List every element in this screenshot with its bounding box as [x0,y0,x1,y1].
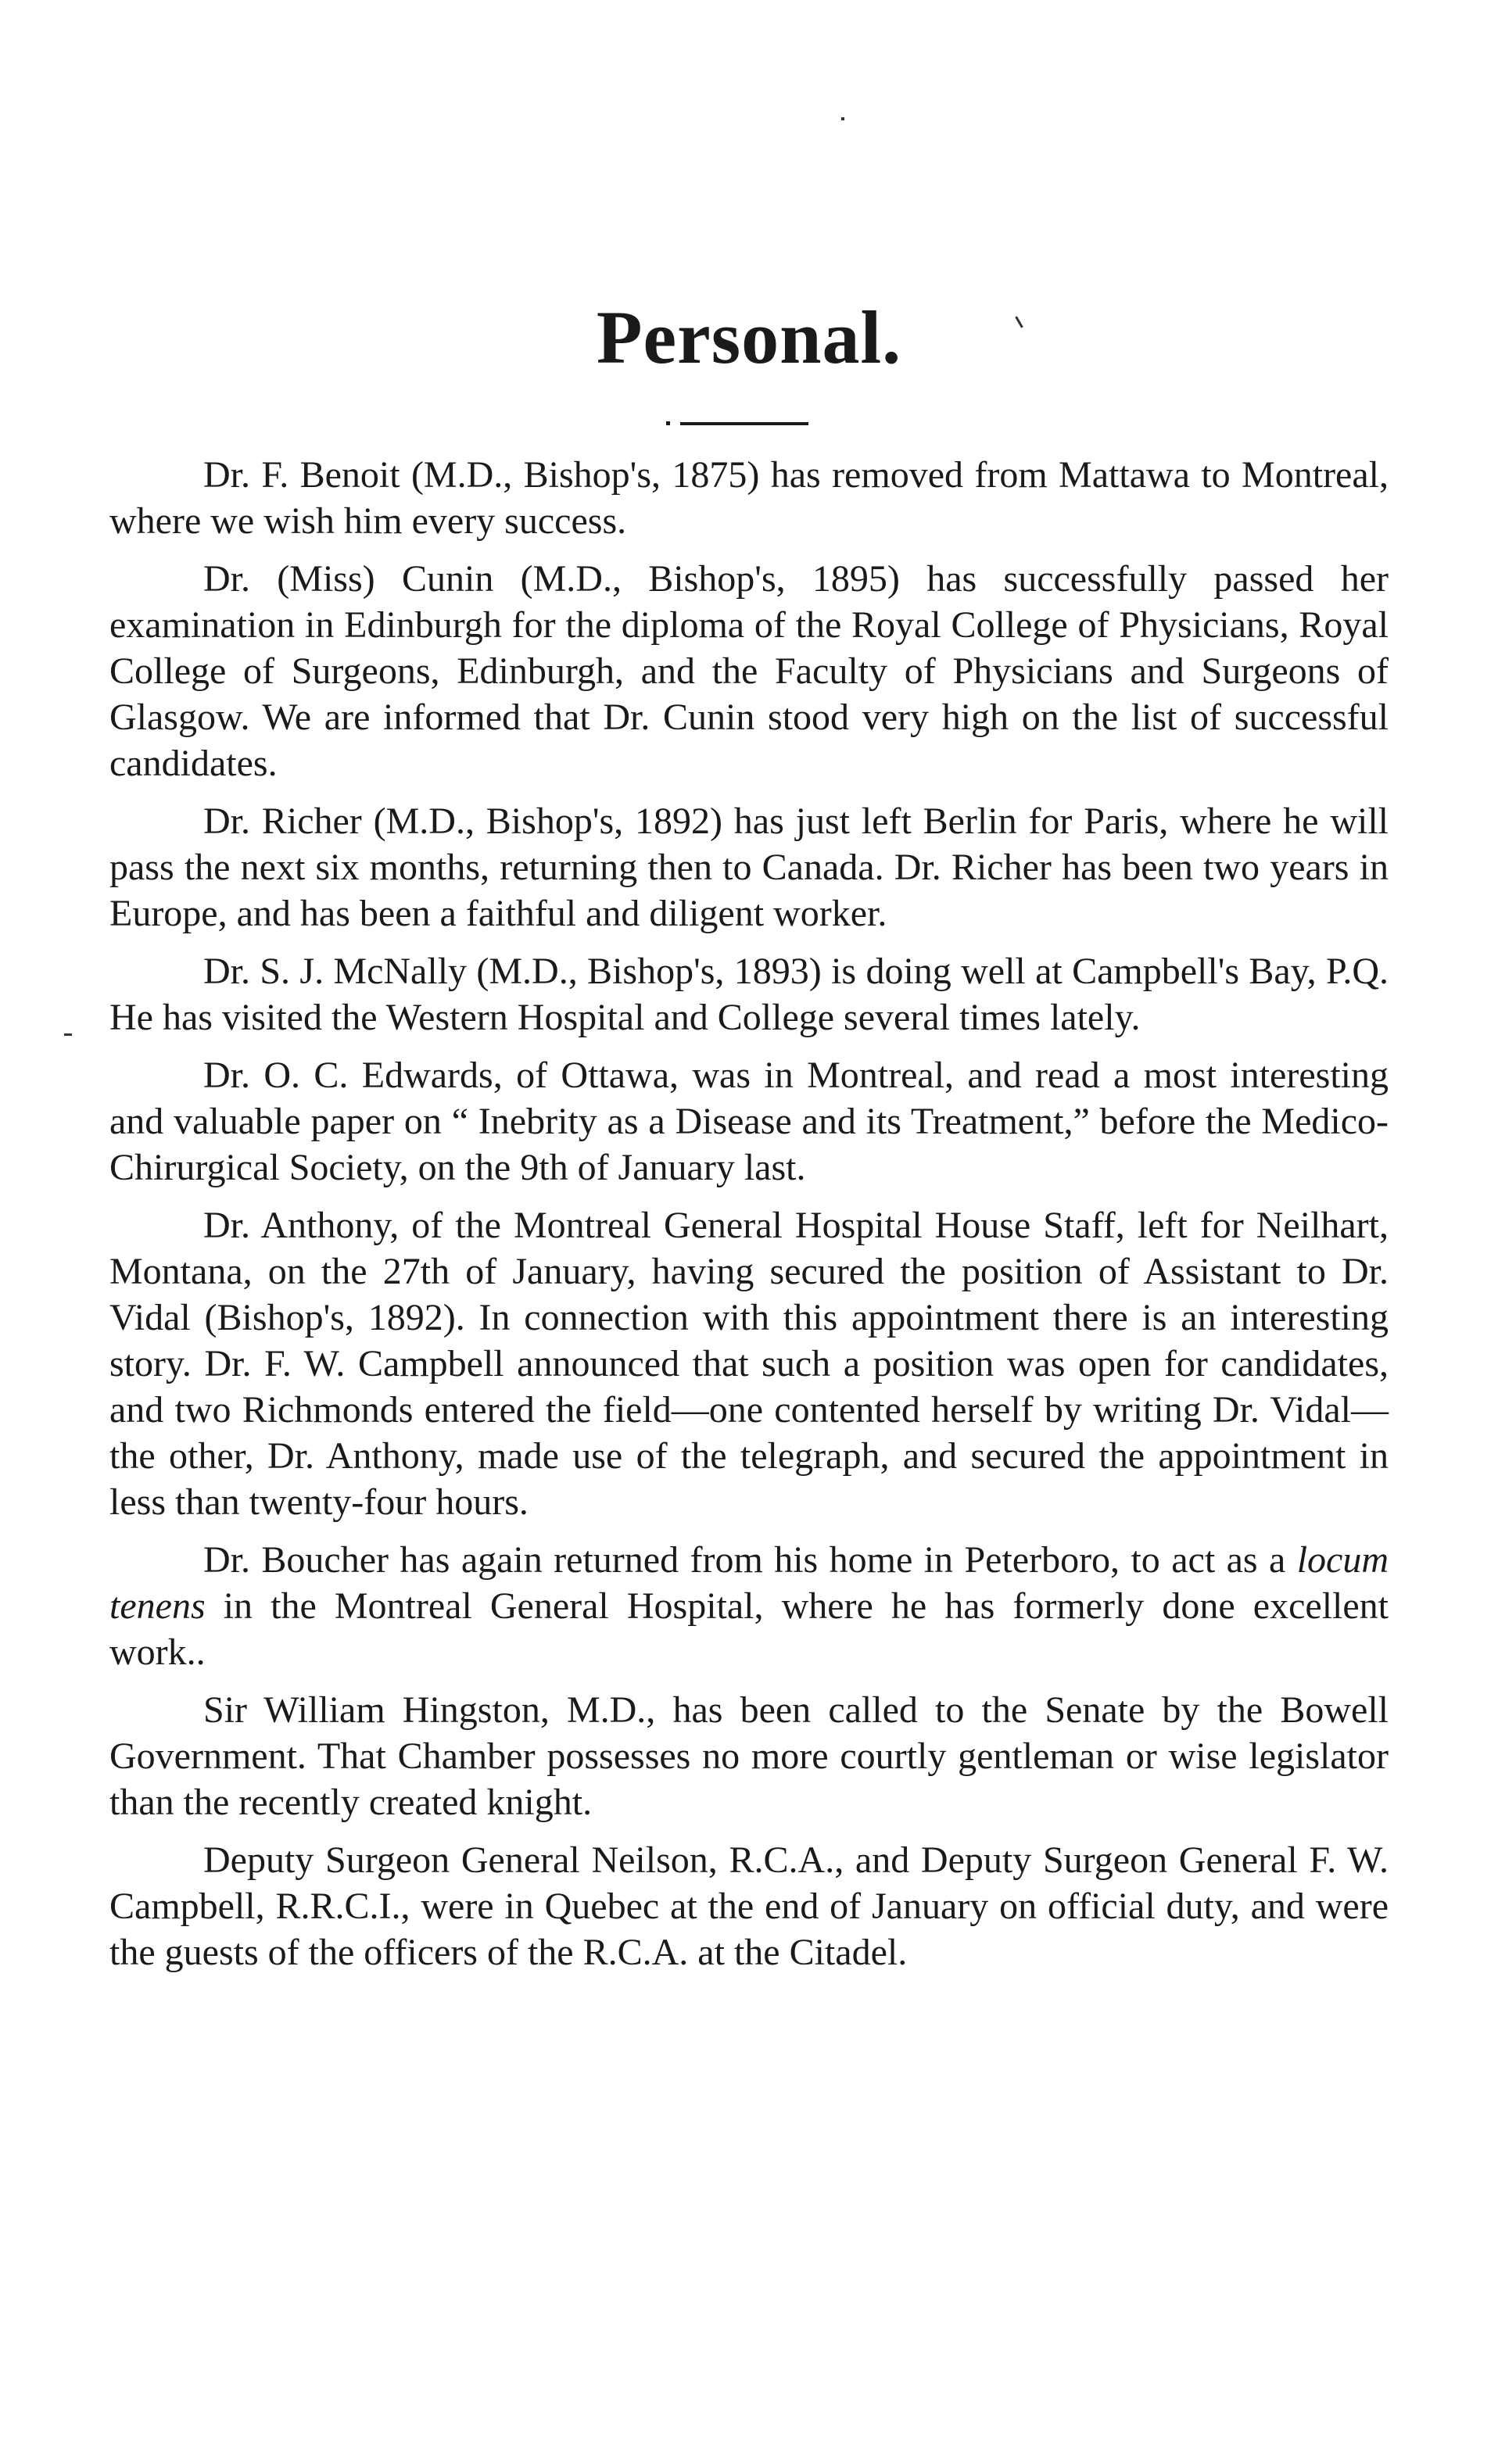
paragraph-text: Dr. (Miss) Cunin (M.D., Bishop's, 1895) has successfully passed her examination in Edinburgh for the diploma of the Royal College of Physicians, Royal College of Surgeons, Edinburgh, and the Faculty of Physicians and Surgeons of Glasgow. We are informed that Dr. Cunin stood very high on the list of successful candidates. [109,558,1389,784]
article-body [109,452,1389,1987]
italic-phrase: locum tenens [109,1539,1389,1627]
paragraph [109,452,1389,544]
paragraph [109,1687,1389,1825]
paragraph [109,556,1389,786]
paragraph-text: Sir William Hingston, M.D., has been called to the Senate by the Bowell Government. That Chamber possesses no more courtly gentleman or wise legislator than the recently created knight. [109,1689,1389,1823]
paragraph-text: Dr. O. C. Edwards, of Ottawa, was in Montreal, and read a most interesting and valuable paper on “ Inebrity as a Disease and its Treatment,” before the Medico-Chirurgical Society, on the 9th of January last. [109,1055,1389,1188]
paragraph [109,1837,1389,1975]
paragraph-text: Dr. Anthony, of the Montreal General Hospital House Staff, left for Neilhart, Montana, on the 27th of January, having secured the position of Assistant to Dr. Vidal (Bishop's, 1892). In connection with this appointment there is an interesting story. Dr. F. W. Campbell announced that such a position was open for candidates, and two Richmonds entered the field—one contented herself by writing Dr. Vidal—the other, Dr. Anthony, made use of the telegraph, and secured the appointment in less than twenty-four hours. [109,1205,1389,1523]
page-title: Personal. [596,295,902,379]
title-rule [680,422,808,425]
paragraph [109,1202,1389,1525]
paragraph [109,1052,1389,1191]
ink-speck [64,1033,72,1036]
title-rule-dot [666,421,670,425]
paragraph [109,798,1389,937]
paragraph-text: Dr. Richer (M.D., Bishop's, 1892) has just left Berlin for Paris, where he will pass the next six months, returning then to Canada. Dr. Richer has been two years in Europe, and has been a faithful and diligent worker. [109,800,1389,934]
paragraph-text: Dr. F. Benoit (M.D., Bishop's, 1875) has removed from Mattawa to Montreal, where we wish him every success. [109,454,1389,542]
paragraph-text: Deputy Surgeon General Neilson, R.C.A., and Deputy Surgeon General F. W. Campbell, R.R.C.I., were in Quebec at the end of January on official duty, and were the guests of the officers of the R.C.A. at the Citadel. [109,1839,1389,1973]
paragraph-text: Dr. Boucher has again returned from his home in Peterboro, to act as a [203,1539,1297,1581]
paragraph-text: Dr. S. J. McNally (M.D., Bishop's, 1893) is doing well at Campbell's Bay, P.Q. He has visited the Western Hospital and College several times lately. [109,951,1389,1038]
paragraph [109,1537,1389,1675]
paragraph-text: in the Montreal General Hospital, where he has formerly done excellent work.. [109,1585,1389,1673]
ink-speck [841,117,844,120]
paragraph [109,948,1389,1040]
